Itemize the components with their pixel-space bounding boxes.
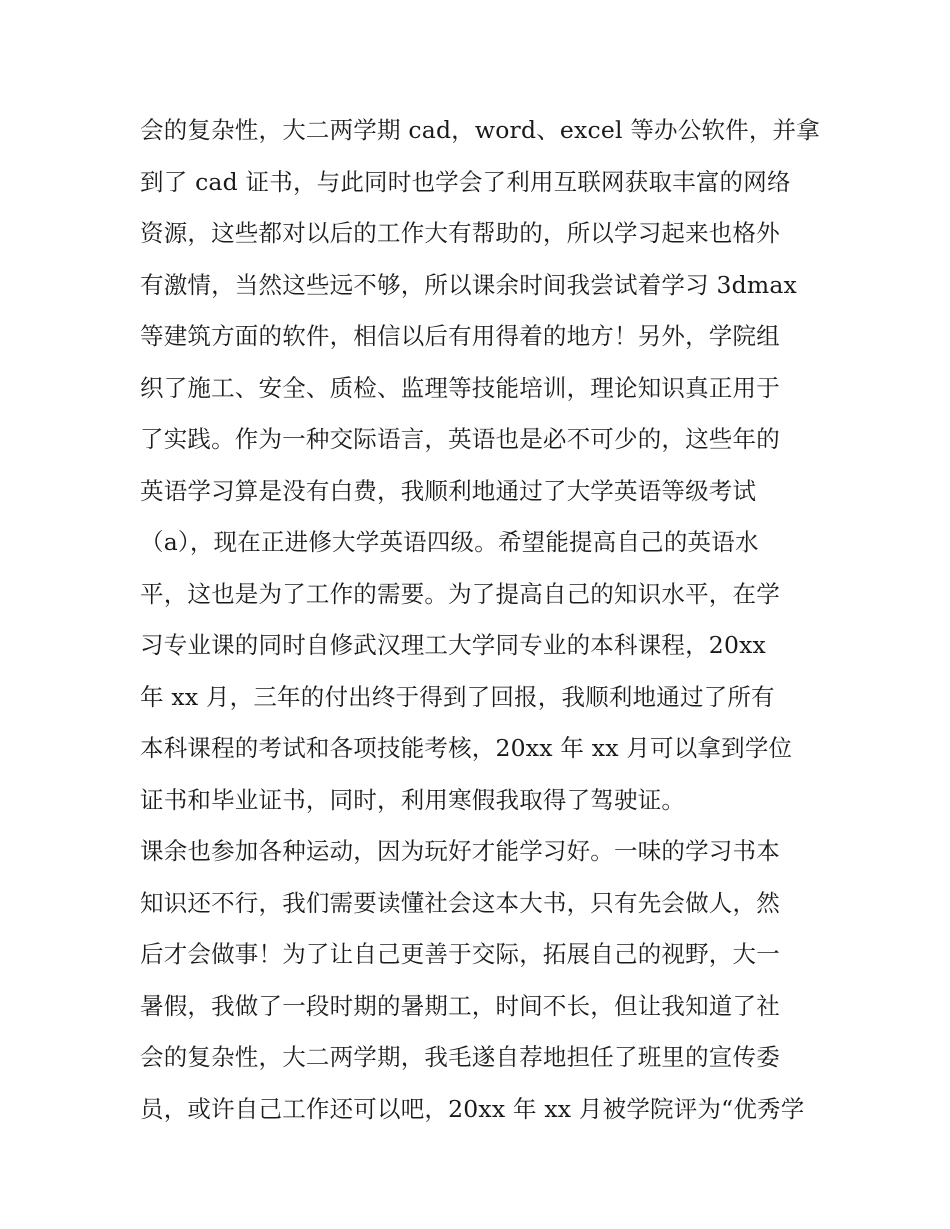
- text-line: 知识还不行，我们需要读懂社会这本大书，只有先会做人，然: [140, 888, 780, 917]
- text-line: 织了施工、安全、质检、监理等技能培训，理论知识真正用于: [140, 373, 780, 402]
- text-line: （a），现在正进修大学英语四级。希望能提高自己的英语水: [140, 528, 759, 556]
- text-line: 到了 cad 证书，与此同时也学会了利用互联网获取丰富的网络: [140, 167, 791, 196]
- text-line: 会的复杂性，大二两学期 cad，word、excel 等办公软件，并拿: [140, 116, 820, 144]
- text-line: 员，或许自己工作还可以吧，20xx 年 xx 月被学院评为“优秀学: [140, 1094, 805, 1123]
- text-line: 了实践。作为一种交际语言，英语也是必不可少的，这些年的: [140, 425, 780, 453]
- text-line: 课余也参加各种运动，因为玩好才能学习好。一味的学习书本: [140, 837, 780, 865]
- text-line: 平，这也是为了工作的需要。为了提高自己的知识水平，在学: [140, 579, 780, 608]
- text-line: 会的复杂性，大二两学期，我毛遂自荐地担任了班里的宣传委: [140, 1043, 780, 1071]
- text-line: 有激情，当然这些远不够，所以课余时间我尝试着学习 3dmax: [140, 270, 798, 299]
- text-line: 本科课程的考试和各项技能考核，20xx 年 xx 月可以拿到学位: [140, 734, 793, 762]
- text-line: 英语学习算是没有白费，我顺利地通过了大学英语等级考试: [140, 476, 757, 505]
- text-line: 习专业课的同时自修武汉理工大学同专业的本科课程，20xx: [140, 631, 767, 659]
- text-line: 资源，这些都对以后的工作大有帮助的，所以学习起来也格外: [140, 219, 780, 247]
- text-line: 后才会做事！为了让自己更善于交际，拓展自己的视野，大一: [140, 940, 780, 968]
- text-line: 暑假，我做了一段时期的暑期工，时间不长，但让我知道了社: [140, 991, 780, 1020]
- text-line: 年 xx 月，三年的付出终于得到了回报，我顺利地通过了所有: [140, 682, 775, 711]
- text-line: 等建筑方面的软件，相信以后有用得着的地方！另外，学院组: [140, 322, 780, 350]
- document-body: [140, 105, 820, 1135]
- text-line: 证书和毕业证书，同时，利用寒假我取得了驾驶证。: [140, 785, 686, 814]
